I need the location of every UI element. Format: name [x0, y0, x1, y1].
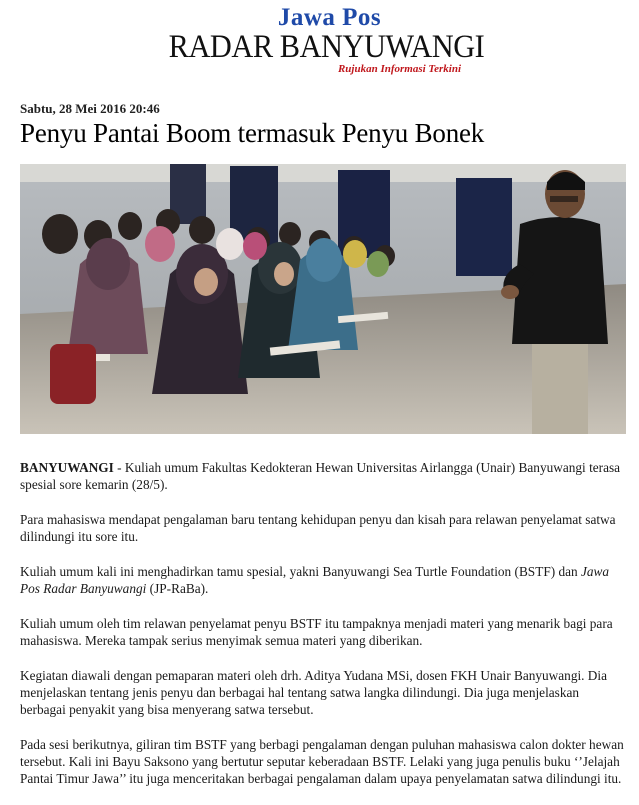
article-paragraph-2: Para mahasiswa mendapat pengalaman baru tentang kehidupan penyu dan kisah para relawan penyelamat satwa dilindungi itu sore itu.: [20, 512, 616, 544]
article-paragraph-3: [20, 563, 626, 597]
article-paragraph-1-text: - Kuliah umum Fakultas Kedokteran Hewan Universitas Airlangga (Unair) Banyuwangi terasa spesial sore kemarin (28/5).: [20, 460, 621, 492]
article-paragraph-1: [20, 459, 626, 493]
article-paragraph-3-text: Kuliah umum kali ini menghadirkan tamu spesial, yakni Banyuwangi Sea Turtle Foundation (BSTF) dan: [20, 564, 581, 579]
article-paragraph-3-end: (JP-RaBa).: [146, 581, 209, 596]
brand-tagline: Rujukan Informasi Terkini: [337, 63, 462, 75]
article-paragraph-3-em: Jawa Pos Radar Banyuwangi: [20, 564, 610, 596]
article-paragraph-5: Kegiatan diawali dengan pemaparan materi oleh drh. Aditya Yudana MSi, dosen FKH Unair Banyuwangi. Dia menjelaskan tentang jenis penyu dan berbagai hal tentang satwa langka dilindungi. Dia juga menjelaskan berbagai penyakit yang bisa menyerang satwa tersebut.: [20, 668, 608, 717]
article-body: [20, 459, 626, 805]
brand-jawa-pos[interactable]: Jawa Pos: [277, 4, 382, 31]
lecture-photo[interactable]: [20, 164, 626, 434]
article-dateline: Sabtu, 28 Mei 2016 20:46: [20, 101, 160, 116]
article-paragraph-6: Pada sesi berikutnya, giliran tim BSTF yang berbagi pengalaman dengan puluhan mahasiswa calon dokter hewan tersebut. Kali ini Bayu Saksono yang bertutur seputar keberadaan BSTF. Lelaki yang juga penulis buku ‘’Jelajah Pantai Timur Jawa’’ itu juga menceritakan berbagai pengalaman dalam upaya penyelamatan satwa dilindungi itu.: [20, 737, 624, 786]
photo-illustration: [20, 164, 626, 434]
article-headline: Penyu Pantai Boom termasuk Penyu Bonek: [20, 118, 485, 148]
article-location: BANYUWANGI: [20, 460, 114, 475]
masthead: [0, 4, 639, 76]
brand-radar-banyuwangi[interactable]: RADAR BANYUWANGI: [168, 29, 485, 65]
article-paragraph-4: Kuliah umum oleh tim relawan penyelamat penyu BSTF itu tampaknya menjadi materi yang menarik bagi para mahasiswa. Mereka tampak serius menyimak semua materi yang diberikan.: [20, 616, 613, 648]
